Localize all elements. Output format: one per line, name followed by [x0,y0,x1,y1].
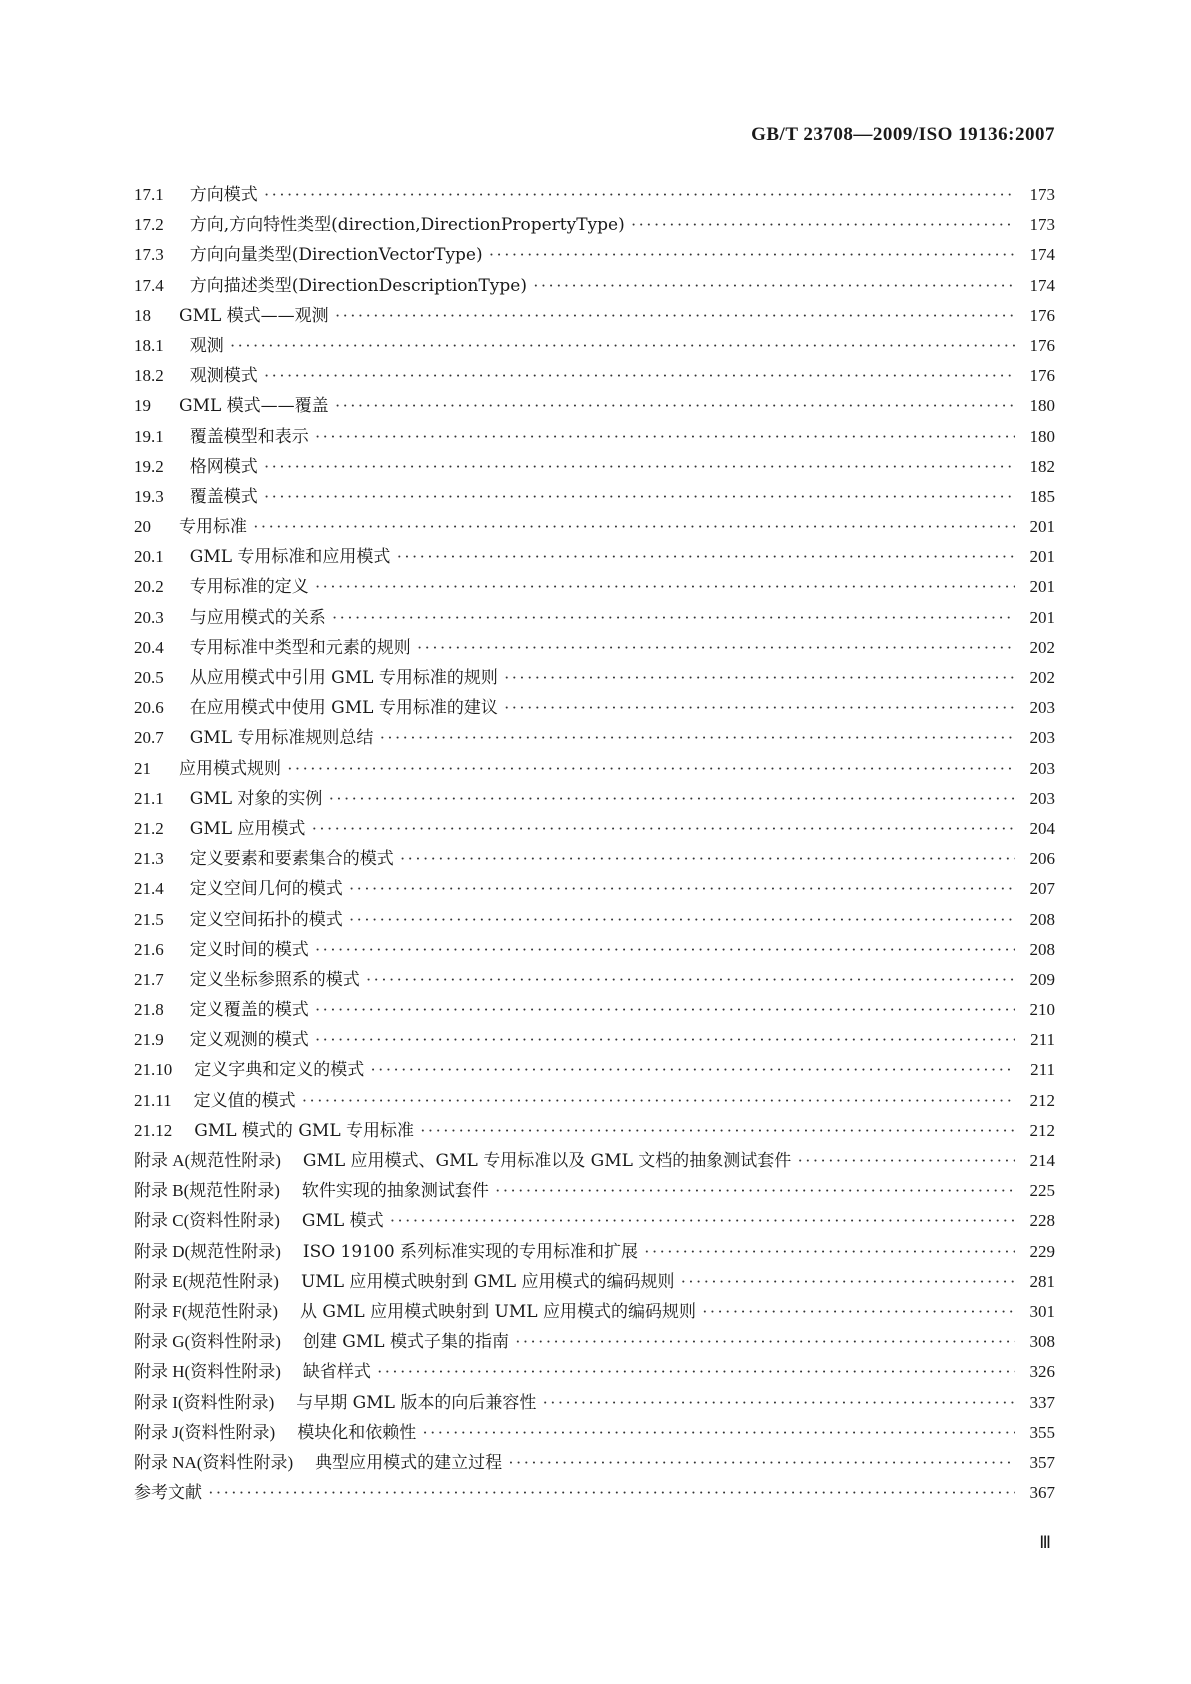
toc-entry-page: 206 [1029,849,1055,869]
toc-entry-number: 附录 I(资料性附录) [134,1392,275,1412]
toc-entry-title: 创建 GML 模式子集的指南 [302,1332,509,1353]
toc-entry-title: 定义空间拓扑的模式 [189,909,343,930]
toc-entry-title: 观测 [189,335,224,356]
dot-leader [631,210,1015,240]
toc-entry-number: 20 [134,517,151,537]
toc-entry-page: 367 [1029,1483,1055,1503]
toc-entry-number: 19 [134,396,151,416]
dot-leader [302,1086,1015,1116]
toc-entry-number: 21.12 [134,1120,173,1140]
toc-entry[interactable] [134,331,1055,361]
toc-entry-title: 方向向量类型(DirectionVectorType) [189,245,483,266]
toc-entry-number: 附录 H(资料性附录) [134,1362,281,1382]
toc-entry[interactable] [134,1176,1055,1206]
toc-entry-title: 定义要素和要素集合的模式 [189,849,394,870]
toc-entry[interactable] [134,422,1055,452]
toc-entry-number: 附录 G(资料性附录) [134,1332,281,1352]
toc-entry-title: 从 GML 应用模式映射到 UML 应用模式的编码规则 [300,1301,696,1322]
toc-entry[interactable] [134,1116,1055,1146]
dot-leader [533,271,1015,301]
toc-entry[interactable] [134,180,1055,210]
toc-entry-page: 211 [1030,1030,1055,1050]
toc-entry-title: 在应用模式中使用 GML 专用标准的建议 [189,698,498,719]
dot-leader [417,633,1015,663]
toc-entry-page: 201 [1029,577,1055,597]
toc-entry-page: 355 [1029,1422,1055,1442]
toc-entry-page: 182 [1029,456,1055,476]
toc-entry-page: 202 [1029,637,1055,657]
toc-entry-page: 204 [1029,818,1055,838]
toc-entry[interactable] [134,663,1055,693]
toc-entry[interactable] [134,1206,1055,1236]
toc-entry[interactable] [134,1388,1055,1418]
toc-entry[interactable] [134,542,1055,572]
toc-entry-number: 17.4 [134,275,164,295]
toc-entry-number: 19.3 [134,486,164,506]
dot-leader [349,905,1015,935]
dot-leader [680,1267,1015,1297]
toc-entry-number: 19.2 [134,456,164,476]
toc-entry-number: 18.2 [134,366,164,386]
dot-leader [315,1025,1015,1055]
dot-leader [379,723,1015,753]
toc-entry-page: 281 [1029,1271,1055,1291]
toc-entry-number: 附录 E(规范性附录) [134,1271,279,1291]
toc-entry-page: 208 [1029,909,1055,929]
toc-entry-number: 20.1 [134,547,164,567]
toc-entry[interactable] [134,723,1055,753]
toc-entry[interactable] [134,452,1055,482]
toc-entry-page: 207 [1029,879,1055,899]
toc-entry[interactable] [134,1418,1055,1448]
toc-entry-title: GML 应用模式、GML 专用标准以及 GML 文档的抽象测试套件 [302,1151,792,1171]
toc-entry-page: 337 [1029,1392,1055,1412]
dot-leader [390,1206,1015,1236]
toc-entry-number: 17.1 [134,185,164,204]
toc-entry[interactable] [134,1055,1055,1085]
toc-entry[interactable] [134,391,1055,421]
dot-leader [495,1176,1015,1206]
toc-entry[interactable] [134,1357,1055,1387]
toc-entry-page: 176 [1029,305,1055,325]
toc-entry[interactable] [134,1146,1055,1176]
toc-entry-number: 附录 D(规范性附录) [134,1241,281,1261]
toc-entry-number: 21.2 [134,818,164,838]
dot-leader [420,1116,1015,1146]
toc-entry-number: 附录 A(规范性附录) [134,1151,281,1170]
toc-entry-page: 202 [1029,668,1055,687]
dot-leader [315,995,1015,1025]
toc-entry-page: 308 [1029,1332,1055,1352]
toc-entry-page: 214 [1029,1151,1055,1170]
toc-entry[interactable] [134,512,1055,542]
toc-entry-number: 21.9 [134,1030,164,1050]
dot-leader [396,542,1015,572]
toc-entry-title: GML 模式 [301,1211,384,1232]
toc-entry-page: 228 [1029,1211,1055,1231]
toc-entry-page: 203 [1029,698,1055,718]
toc-entry-number: 附录 J(资料性附录) [134,1422,276,1442]
toc-entry-number: 17.2 [134,215,164,235]
toc-entry-page: 173 [1029,215,1055,235]
dot-leader [208,1478,1015,1508]
toc-entry[interactable] [134,874,1055,904]
toc-entry[interactable] [134,995,1055,1025]
toc-entry-title: UML 应用模式映射到 GML 应用模式的编码规则 [300,1271,675,1292]
toc-entry[interactable] [134,240,1055,270]
dot-leader [264,361,1015,391]
toc-entry-page: 203 [1029,758,1055,778]
table-of-contents [134,180,1055,1508]
dot-leader [508,1448,1015,1478]
toc-entry-number: 20.7 [134,728,164,748]
dot-leader [264,452,1015,482]
toc-entry-page: 176 [1029,366,1055,386]
toc-entry-number: 21.11 [134,1090,172,1110]
toc-entry-title: 模块化和依赖性 [297,1422,417,1443]
dot-leader [542,1388,1015,1418]
toc-entry-title: 缺省样式 [302,1362,371,1383]
dot-leader [797,1146,1015,1176]
toc-entry-title: 方向模式 [189,185,258,205]
toc-entry-page: 212 [1029,1120,1055,1140]
toc-entry[interactable] [134,754,1055,784]
toc-entry-page: 229 [1029,1241,1055,1261]
toc-entry-title: 与早期 GML 版本的向后兼容性 [296,1392,537,1413]
toc-entry-title: 软件实现的抽象测试套件 [301,1181,489,1202]
toc-entry-number: 附录 C(资料性附录) [134,1211,280,1231]
dot-leader [349,874,1015,904]
toc-entry-title: 定义字典和定义的模式 [194,1060,365,1081]
toc-entry-title: 方向描述类型(DirectionDescriptionType) [189,275,527,296]
toc-entry-page: 212 [1029,1090,1055,1110]
toc-entry[interactable] [134,482,1055,512]
toc-entry-number: 20.2 [134,577,164,597]
toc-entry[interactable] [134,1267,1055,1297]
toc-entry[interactable] [134,1086,1055,1116]
toc-entry-title: GML 专用标准规则总结 [189,728,374,749]
toc-entry-number: 附录 F(规范性附录) [134,1301,279,1321]
toc-entry-number: 17.3 [134,245,164,265]
toc-entry-page: 301 [1029,1301,1055,1321]
toc-entry-page: 326 [1029,1362,1055,1382]
toc-entry-title: 定义观测的模式 [189,1030,309,1051]
dot-leader [264,180,1015,210]
toc-entry-title: 与应用模式的关系 [189,607,326,628]
toc-entry-title: 定义时间的模式 [189,939,309,960]
toc-entry[interactable] [134,572,1055,602]
toc-entry[interactable] [134,693,1055,723]
toc-entry-number: 附录 NA(资料性附录) [134,1452,294,1472]
dot-leader [230,331,1015,361]
toc-entry-title: GML 专用标准和应用模式 [189,547,391,568]
dot-leader [335,391,1015,421]
standard-number-header: GB/T 23708—2009/ISO 19136:2007 [751,124,1055,145]
toc-entry-number: 21.10 [134,1060,173,1080]
toc-entry-title: GML 模式——覆盖 [179,396,329,417]
toc-entry-title: 观测模式 [189,366,258,387]
toc-entry[interactable] [134,361,1055,391]
toc-entry-page: 357 [1029,1452,1055,1472]
toc-entry-page: 201 [1029,607,1055,627]
toc-entry[interactable] [134,1025,1055,1055]
toc-entry-title: 典型应用模式的建立过程 [315,1452,503,1473]
toc-entry-number: 21.8 [134,1000,164,1020]
toc-entry-title: 专用标准中类型和元素的规则 [189,637,411,658]
toc-entry-title: GML 应用模式 [189,818,306,839]
dot-leader [366,965,1015,995]
toc-entry-title: 定义坐标参照系的模式 [189,969,360,990]
toc-entry-number: 21.5 [134,909,164,929]
dot-leader [377,1357,1015,1387]
toc-entry-page: 174 [1029,245,1055,265]
dot-leader [287,754,1015,784]
toc-entry-page: 208 [1029,939,1055,959]
toc-entry-number: 20.3 [134,607,164,627]
toc-entry-page: 201 [1029,547,1055,567]
toc-entry-title: 覆盖模式 [189,486,258,507]
toc-entry-page: 209 [1029,969,1055,989]
toc-entry-page: 180 [1029,426,1055,446]
toc-entry-title: ISO 19100 系列标准实现的专用标准和扩展 [302,1241,639,1262]
toc-entry-title: 参考文献 [134,1483,202,1504]
dot-leader [504,663,1015,693]
dot-leader [515,1327,1015,1357]
toc-entry-page: 225 [1029,1181,1055,1201]
toc-entry-page: 176 [1029,335,1055,355]
toc-entry-title: 覆盖模型和表示 [189,426,309,447]
toc-entry[interactable] [134,210,1055,240]
toc-entry[interactable] [134,1297,1055,1327]
toc-entry[interactable] [134,271,1055,301]
toc-entry[interactable] [134,633,1055,663]
toc-entry-page: 180 [1029,396,1055,416]
dot-leader [370,1055,1015,1085]
toc-entry-title: 定义值的模式 [193,1090,296,1111]
toc-entry-title: GML 模式——观测 [179,305,329,326]
toc-entry-title: 方向,方向特性类型(direction,DirectionPropertyType) [189,215,625,236]
dot-leader [328,784,1015,814]
toc-entry-page: 174 [1029,275,1055,295]
dot-leader [400,844,1015,874]
toc-entry-page: 203 [1029,728,1055,748]
toc-entry[interactable] [134,1327,1055,1357]
dot-leader [253,512,1015,542]
toc-entry-number: 20.6 [134,698,164,718]
toc-entry[interactable] [134,784,1055,814]
dot-leader [422,1418,1015,1448]
toc-entry-number: 21.4 [134,879,164,899]
toc-entry-page: 210 [1029,1000,1055,1020]
dot-leader [315,572,1015,602]
toc-entry-title: GML 对象的实例 [189,788,323,809]
toc-entry-number: 附录 B(规范性附录) [134,1181,280,1201]
toc-entry-title: 专用标准的定义 [189,577,309,598]
toc-entry-page: 173 [1029,185,1055,204]
toc-entry-page: 211 [1030,1060,1055,1080]
toc-entry-page: 185 [1029,486,1055,506]
toc-entry-title: 定义覆盖的模式 [189,1000,309,1021]
toc-entry-number: 21.6 [134,939,164,959]
toc-entry[interactable] [134,1448,1055,1478]
toc-entry-page: 201 [1029,517,1055,537]
toc-entry-title: 专用标准 [179,517,247,538]
toc-entry[interactable] [134,905,1055,935]
dot-leader [504,693,1015,723]
toc-entry[interactable] [134,301,1055,331]
toc-entry-number: 21.3 [134,849,164,869]
toc-entry[interactable] [134,844,1055,874]
dot-leader [335,301,1015,331]
toc-entry[interactable] [134,1478,1055,1508]
toc-entry[interactable] [134,603,1055,633]
toc-entry-title: 定义空间几何的模式 [189,879,343,900]
dot-leader [315,935,1015,965]
dot-leader [644,1237,1015,1267]
dot-leader [332,603,1015,633]
dot-leader [315,422,1015,452]
dot-leader [702,1297,1015,1327]
dot-leader [311,814,1015,844]
dot-leader [489,240,1015,270]
toc-entry-number: 18.1 [134,335,164,355]
toc-entry-number: 21.7 [134,969,164,989]
toc-entry[interactable] [134,965,1055,995]
toc-entry[interactable] [134,1237,1055,1267]
toc-entry-title: 格网模式 [189,456,258,477]
toc-entry-page: 203 [1029,788,1055,808]
toc-entry[interactable] [134,935,1055,965]
toc-entry-number: 18 [134,305,151,325]
toc-entry-number: 21.1 [134,788,164,808]
toc-entry-title: 应用模式规则 [179,758,281,779]
toc-entry-number: 20.5 [134,668,164,687]
toc-entry-number: 20.4 [134,637,164,657]
toc-entry-title: GML 模式的 GML 专用标准 [194,1120,415,1141]
toc-entry-number: 19.1 [134,426,164,446]
toc-entry-number: 21 [134,758,151,778]
toc-entry-title: 从应用模式中引用 GML 专用标准的规则 [189,668,498,688]
toc-entry[interactable] [134,814,1055,844]
page-number: Ⅲ [1039,1533,1051,1552]
dot-leader [264,482,1015,512]
